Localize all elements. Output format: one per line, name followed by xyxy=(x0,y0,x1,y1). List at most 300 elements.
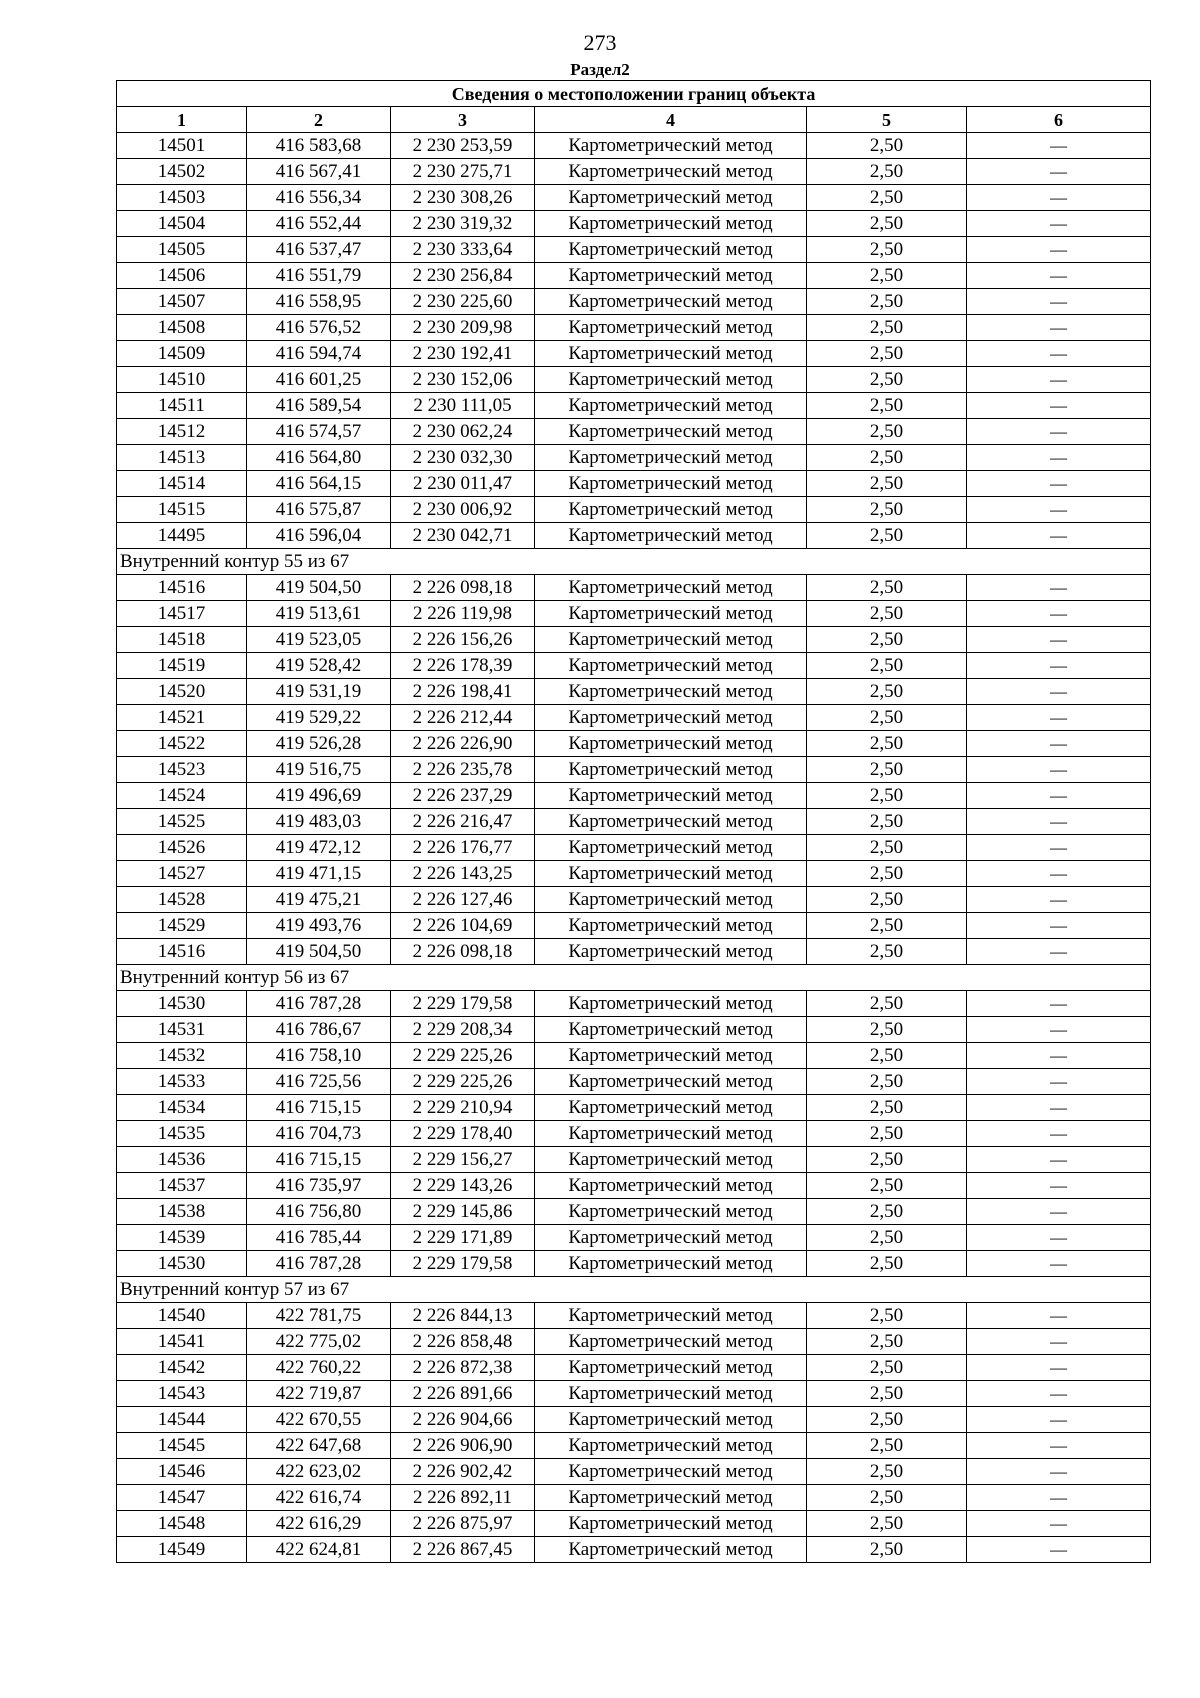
point-id-cell: 14544 xyxy=(117,1407,247,1433)
method-cell: Картометрический метод xyxy=(535,1199,807,1225)
method-cell: Картометрический метод xyxy=(535,419,807,445)
point-id-cell: 14516 xyxy=(117,575,247,601)
note-cell: — xyxy=(967,393,1151,419)
note-cell: — xyxy=(967,627,1151,653)
x-coordinate-cell: 419 528,42 xyxy=(247,653,391,679)
table-row xyxy=(117,1511,1151,1537)
y-coordinate-cell: 2 226 176,77 xyxy=(391,835,535,861)
method-cell: Картометрический метод xyxy=(535,1095,807,1121)
x-coordinate-cell: 416 787,28 xyxy=(247,991,391,1017)
method-cell: Картометрический метод xyxy=(535,1485,807,1511)
note-cell: — xyxy=(967,1355,1151,1381)
method-cell: Картометрический метод xyxy=(535,1537,807,1563)
method-cell: Картометрический метод xyxy=(535,263,807,289)
y-coordinate-cell: 2 229 178,40 xyxy=(391,1121,535,1147)
point-id-cell: 14512 xyxy=(117,419,247,445)
x-coordinate-cell: 419 496,69 xyxy=(247,783,391,809)
accuracy-cell: 2,50 xyxy=(807,497,967,523)
accuracy-cell: 2,50 xyxy=(807,1225,967,1251)
x-coordinate-cell: 416 589,54 xyxy=(247,393,391,419)
note-cell: — xyxy=(967,185,1151,211)
y-coordinate-cell: 2 226 858,48 xyxy=(391,1329,535,1355)
method-cell: Картометрический метод xyxy=(535,471,807,497)
y-coordinate-cell: 2 229 225,26 xyxy=(391,1043,535,1069)
note-cell: — xyxy=(967,1147,1151,1173)
x-coordinate-cell: 422 781,75 xyxy=(247,1303,391,1329)
y-coordinate-cell: 2 230 006,92 xyxy=(391,497,535,523)
accuracy-cell: 2,50 xyxy=(807,653,967,679)
y-coordinate-cell: 2 226 235,78 xyxy=(391,757,535,783)
note-cell: — xyxy=(967,367,1151,393)
x-coordinate-cell: 422 616,29 xyxy=(247,1511,391,1537)
x-coordinate-cell: 422 623,02 xyxy=(247,1459,391,1485)
method-cell: Картометрический метод xyxy=(535,783,807,809)
method-cell: Картометрический метод xyxy=(535,653,807,679)
y-coordinate-cell: 2 226 119,98 xyxy=(391,601,535,627)
table-row xyxy=(117,627,1151,653)
accuracy-cell: 2,50 xyxy=(807,445,967,471)
table-row xyxy=(117,991,1151,1017)
contour-label: Внутренний контур 57 из 67 xyxy=(117,1277,1151,1303)
x-coordinate-cell: 416 594,74 xyxy=(247,341,391,367)
accuracy-cell: 2,50 xyxy=(807,315,967,341)
accuracy-cell: 2,50 xyxy=(807,809,967,835)
note-cell: — xyxy=(967,783,1151,809)
table-row xyxy=(117,1225,1151,1251)
x-coordinate-cell: 416 601,25 xyxy=(247,367,391,393)
y-coordinate-cell: 2 229 156,27 xyxy=(391,1147,535,1173)
accuracy-cell: 2,50 xyxy=(807,263,967,289)
note-cell: — xyxy=(967,653,1151,679)
note-cell: — xyxy=(967,1407,1151,1433)
note-cell: — xyxy=(967,419,1151,445)
point-id-cell: 14521 xyxy=(117,705,247,731)
x-coordinate-cell: 419 516,75 xyxy=(247,757,391,783)
accuracy-cell: 2,50 xyxy=(807,679,967,705)
x-coordinate-cell: 416 551,79 xyxy=(247,263,391,289)
table-row xyxy=(117,1459,1151,1485)
table-row xyxy=(117,341,1151,367)
method-cell: Картометрический метод xyxy=(535,1251,807,1277)
accuracy-cell: 2,50 xyxy=(807,237,967,263)
accuracy-cell: 2,50 xyxy=(807,1381,967,1407)
table-row xyxy=(117,289,1151,315)
table-row xyxy=(117,939,1151,965)
method-cell: Картометрический метод xyxy=(535,1459,807,1485)
method-cell: Картометрический метод xyxy=(535,679,807,705)
accuracy-cell: 2,50 xyxy=(807,1043,967,1069)
accuracy-cell: 2,50 xyxy=(807,1069,967,1095)
method-cell: Картометрический метод xyxy=(535,601,807,627)
method-cell: Картометрический метод xyxy=(535,887,807,913)
point-id-cell: 14535 xyxy=(117,1121,247,1147)
point-id-cell: 14542 xyxy=(117,1355,247,1381)
table-title: Сведения о местоположении границ объекта xyxy=(117,81,1151,107)
note-cell: — xyxy=(967,835,1151,861)
method-cell: Картометрический метод xyxy=(535,913,807,939)
x-coordinate-cell: 416 758,10 xyxy=(247,1043,391,1069)
contour-header-row xyxy=(117,1277,1151,1303)
contour-header-row xyxy=(117,965,1151,991)
point-id-cell: 14539 xyxy=(117,1225,247,1251)
y-coordinate-cell: 2 230 225,60 xyxy=(391,289,535,315)
point-id-cell: 14540 xyxy=(117,1303,247,1329)
point-id-cell: 14543 xyxy=(117,1381,247,1407)
y-coordinate-cell: 2 226 216,47 xyxy=(391,809,535,835)
table-row xyxy=(117,497,1151,523)
note-cell: — xyxy=(967,1433,1151,1459)
x-coordinate-cell: 419 529,22 xyxy=(247,705,391,731)
x-coordinate-cell: 422 624,81 xyxy=(247,1537,391,1563)
y-coordinate-cell: 2 229 179,58 xyxy=(391,991,535,1017)
x-coordinate-cell: 416 786,67 xyxy=(247,1017,391,1043)
x-coordinate-cell: 422 775,02 xyxy=(247,1329,391,1355)
table-row xyxy=(117,1199,1151,1225)
x-coordinate-cell: 419 526,28 xyxy=(247,731,391,757)
method-cell: Картометрический метод xyxy=(535,1043,807,1069)
table-row xyxy=(117,471,1151,497)
method-cell: Картометрический метод xyxy=(535,991,807,1017)
accuracy-cell: 2,50 xyxy=(807,159,967,185)
y-coordinate-cell: 2 229 208,34 xyxy=(391,1017,535,1043)
point-id-cell: 14513 xyxy=(117,445,247,471)
x-coordinate-cell: 416 574,57 xyxy=(247,419,391,445)
note-cell: — xyxy=(967,1511,1151,1537)
method-cell: Картометрический метод xyxy=(535,185,807,211)
point-id-cell: 14528 xyxy=(117,887,247,913)
y-coordinate-cell: 2 230 275,71 xyxy=(391,159,535,185)
point-id-cell: 14538 xyxy=(117,1199,247,1225)
table-body xyxy=(117,133,1151,1563)
accuracy-cell: 2,50 xyxy=(807,1407,967,1433)
method-cell: Картометрический метод xyxy=(535,341,807,367)
point-id-cell: 14532 xyxy=(117,1043,247,1069)
y-coordinate-cell: 2 226 844,13 xyxy=(391,1303,535,1329)
point-id-cell: 14502 xyxy=(117,159,247,185)
x-coordinate-cell: 419 504,50 xyxy=(247,575,391,601)
accuracy-cell: 2,50 xyxy=(807,471,967,497)
note-cell: — xyxy=(967,289,1151,315)
method-cell: Картометрический метод xyxy=(535,575,807,601)
x-coordinate-cell: 416 552,44 xyxy=(247,211,391,237)
table-row xyxy=(117,367,1151,393)
x-coordinate-cell: 419 531,19 xyxy=(247,679,391,705)
table-row xyxy=(117,133,1151,159)
y-coordinate-cell: 2 229 171,89 xyxy=(391,1225,535,1251)
accuracy-cell: 2,50 xyxy=(807,1433,967,1459)
method-cell: Картометрический метод xyxy=(535,1147,807,1173)
method-cell: Картометрический метод xyxy=(535,627,807,653)
section-label: Раздел2 xyxy=(570,60,630,79)
method-cell: Картометрический метод xyxy=(535,1069,807,1095)
table-row xyxy=(117,1147,1151,1173)
accuracy-cell: 2,50 xyxy=(807,757,967,783)
x-coordinate-cell: 416 725,56 xyxy=(247,1069,391,1095)
note-cell: — xyxy=(967,445,1151,471)
note-cell: — xyxy=(967,1199,1151,1225)
accuracy-cell: 2,50 xyxy=(807,1303,967,1329)
note-cell: — xyxy=(967,939,1151,965)
y-coordinate-cell: 2 226 875,97 xyxy=(391,1511,535,1537)
table-title-row xyxy=(117,81,1151,107)
accuracy-cell: 2,50 xyxy=(807,575,967,601)
table-row xyxy=(117,1043,1151,1069)
method-cell: Картометрический метод xyxy=(535,315,807,341)
x-coordinate-cell: 416 704,73 xyxy=(247,1121,391,1147)
accuracy-cell: 2,50 xyxy=(807,393,967,419)
y-coordinate-cell: 2 230 333,64 xyxy=(391,237,535,263)
x-coordinate-cell: 422 616,74 xyxy=(247,1485,391,1511)
table-row xyxy=(117,757,1151,783)
point-id-cell: 14510 xyxy=(117,367,247,393)
note-cell: — xyxy=(967,861,1151,887)
y-coordinate-cell: 2 226 127,46 xyxy=(391,887,535,913)
point-id-cell: 14536 xyxy=(117,1147,247,1173)
note-cell: — xyxy=(967,1329,1151,1355)
y-coordinate-cell: 2 226 891,66 xyxy=(391,1381,535,1407)
point-id-cell: 14508 xyxy=(117,315,247,341)
point-id-cell: 14548 xyxy=(117,1511,247,1537)
x-coordinate-cell: 416 715,15 xyxy=(247,1095,391,1121)
y-coordinate-cell: 2 226 143,25 xyxy=(391,861,535,887)
note-cell: — xyxy=(967,133,1151,159)
y-coordinate-cell: 2 229 179,58 xyxy=(391,1251,535,1277)
note-cell: — xyxy=(967,1121,1151,1147)
note-cell: — xyxy=(967,1095,1151,1121)
point-id-cell: 14515 xyxy=(117,497,247,523)
x-coordinate-cell: 416 787,28 xyxy=(247,1251,391,1277)
x-coordinate-cell: 419 523,05 xyxy=(247,627,391,653)
table-row xyxy=(117,523,1151,549)
column-header-row xyxy=(117,107,1151,133)
point-id-cell: 14549 xyxy=(117,1537,247,1563)
x-coordinate-cell: 422 670,55 xyxy=(247,1407,391,1433)
table-row xyxy=(117,861,1151,887)
note-cell: — xyxy=(967,601,1151,627)
point-id-cell: 14495 xyxy=(117,523,247,549)
accuracy-cell: 2,50 xyxy=(807,835,967,861)
point-id-cell: 14531 xyxy=(117,1017,247,1043)
column-header: 5 xyxy=(807,107,967,133)
method-cell: Картометрический метод xyxy=(535,289,807,315)
note-cell: — xyxy=(967,1381,1151,1407)
table-row xyxy=(117,653,1151,679)
table-row xyxy=(117,705,1151,731)
point-id-cell: 14509 xyxy=(117,341,247,367)
method-cell: Картометрический метод xyxy=(535,1407,807,1433)
method-cell: Картометрический метод xyxy=(535,1511,807,1537)
y-coordinate-cell: 2 226 104,69 xyxy=(391,913,535,939)
y-coordinate-cell: 2 226 212,44 xyxy=(391,705,535,731)
table-row xyxy=(117,159,1151,185)
accuracy-cell: 2,50 xyxy=(807,939,967,965)
x-coordinate-cell: 416 575,87 xyxy=(247,497,391,523)
note-cell: — xyxy=(967,471,1151,497)
y-coordinate-cell: 2 226 906,90 xyxy=(391,1433,535,1459)
method-cell: Картометрический метод xyxy=(535,809,807,835)
x-coordinate-cell: 419 493,76 xyxy=(247,913,391,939)
y-coordinate-cell: 2 230 319,32 xyxy=(391,211,535,237)
accuracy-cell: 2,50 xyxy=(807,783,967,809)
y-coordinate-cell: 2 230 256,84 xyxy=(391,263,535,289)
accuracy-cell: 2,50 xyxy=(807,1121,967,1147)
point-id-cell: 14547 xyxy=(117,1485,247,1511)
accuracy-cell: 2,50 xyxy=(807,523,967,549)
accuracy-cell: 2,50 xyxy=(807,601,967,627)
method-cell: Картометрический метод xyxy=(535,1381,807,1407)
accuracy-cell: 2,50 xyxy=(807,1199,967,1225)
x-coordinate-cell: 416 537,47 xyxy=(247,237,391,263)
x-coordinate-cell: 416 556,34 xyxy=(247,185,391,211)
point-id-cell: 14524 xyxy=(117,783,247,809)
table-row xyxy=(117,1173,1151,1199)
y-coordinate-cell: 2 230 152,06 xyxy=(391,367,535,393)
point-id-cell: 14507 xyxy=(117,289,247,315)
note-cell: — xyxy=(967,263,1151,289)
contour-label: Внутренний контур 55 из 67 xyxy=(117,549,1151,575)
table-row xyxy=(117,263,1151,289)
x-coordinate-cell: 416 715,15 xyxy=(247,1147,391,1173)
x-coordinate-cell: 416 564,15 xyxy=(247,471,391,497)
table-row xyxy=(117,419,1151,445)
accuracy-cell: 2,50 xyxy=(807,627,967,653)
accuracy-cell: 2,50 xyxy=(807,1251,967,1277)
table-row xyxy=(117,185,1151,211)
y-coordinate-cell: 2 226 892,11 xyxy=(391,1485,535,1511)
method-cell: Картометрический метод xyxy=(535,1329,807,1355)
column-header: 3 xyxy=(391,107,535,133)
method-cell: Картометрический метод xyxy=(535,1121,807,1147)
method-cell: Картометрический метод xyxy=(535,1017,807,1043)
note-cell: — xyxy=(967,1251,1151,1277)
accuracy-cell: 2,50 xyxy=(807,731,967,757)
x-coordinate-cell: 416 785,44 xyxy=(247,1225,391,1251)
point-id-cell: 14533 xyxy=(117,1069,247,1095)
table-row xyxy=(117,575,1151,601)
note-cell: — xyxy=(967,1459,1151,1485)
point-id-cell: 14516 xyxy=(117,939,247,965)
point-id-cell: 14534 xyxy=(117,1095,247,1121)
y-coordinate-cell: 2 226 156,26 xyxy=(391,627,535,653)
point-id-cell: 14530 xyxy=(117,991,247,1017)
point-id-cell: 14546 xyxy=(117,1459,247,1485)
point-id-cell: 14525 xyxy=(117,809,247,835)
accuracy-cell: 2,50 xyxy=(807,1511,967,1537)
table-row xyxy=(117,393,1151,419)
note-cell: — xyxy=(967,1043,1151,1069)
method-cell: Картометрический метод xyxy=(535,861,807,887)
table-row xyxy=(117,1251,1151,1277)
table-row xyxy=(117,835,1151,861)
table-row xyxy=(117,887,1151,913)
note-cell: — xyxy=(967,679,1151,705)
accuracy-cell: 2,50 xyxy=(807,185,967,211)
note-cell: — xyxy=(967,887,1151,913)
x-coordinate-cell: 422 647,68 xyxy=(247,1433,391,1459)
table-row xyxy=(117,809,1151,835)
note-cell: — xyxy=(967,809,1151,835)
accuracy-cell: 2,50 xyxy=(807,1173,967,1199)
note-cell: — xyxy=(967,1225,1151,1251)
point-id-cell: 14514 xyxy=(117,471,247,497)
note-cell: — xyxy=(967,497,1151,523)
x-coordinate-cell: 416 558,95 xyxy=(247,289,391,315)
x-coordinate-cell: 416 756,80 xyxy=(247,1199,391,1225)
accuracy-cell: 2,50 xyxy=(807,1147,967,1173)
method-cell: Картометрический метод xyxy=(535,523,807,549)
accuracy-cell: 2,50 xyxy=(807,1329,967,1355)
y-coordinate-cell: 2 226 867,45 xyxy=(391,1537,535,1563)
x-coordinate-cell: 416 596,04 xyxy=(247,523,391,549)
accuracy-cell: 2,50 xyxy=(807,1459,967,1485)
contour-header-row xyxy=(117,549,1151,575)
accuracy-cell: 2,50 xyxy=(807,861,967,887)
point-id-cell: 14504 xyxy=(117,211,247,237)
method-cell: Картометрический метод xyxy=(535,757,807,783)
y-coordinate-cell: 2 226 098,18 xyxy=(391,575,535,601)
y-coordinate-cell: 2 230 062,24 xyxy=(391,419,535,445)
point-id-cell: 14501 xyxy=(117,133,247,159)
accuracy-cell: 2,50 xyxy=(807,913,967,939)
accuracy-cell: 2,50 xyxy=(807,1537,967,1563)
method-cell: Картометрический метод xyxy=(535,939,807,965)
method-cell: Картометрический метод xyxy=(535,705,807,731)
page-number: 273 xyxy=(583,30,617,55)
point-id-cell: 14518 xyxy=(117,627,247,653)
y-coordinate-cell: 2 226 872,38 xyxy=(391,1355,535,1381)
accuracy-cell: 2,50 xyxy=(807,1095,967,1121)
accuracy-cell: 2,50 xyxy=(807,211,967,237)
method-cell: Картометрический метод xyxy=(535,445,807,471)
note-cell: — xyxy=(967,341,1151,367)
point-id-cell: 14526 xyxy=(117,835,247,861)
table-row xyxy=(117,1433,1151,1459)
method-cell: Картометрический метод xyxy=(535,367,807,393)
note-cell: — xyxy=(967,523,1151,549)
x-coordinate-cell: 416 576,52 xyxy=(247,315,391,341)
method-cell: Картометрический метод xyxy=(535,1303,807,1329)
point-id-cell: 14520 xyxy=(117,679,247,705)
table-row xyxy=(117,1407,1151,1433)
y-coordinate-cell: 2 229 225,26 xyxy=(391,1069,535,1095)
accuracy-cell: 2,50 xyxy=(807,419,967,445)
point-id-cell: 14505 xyxy=(117,237,247,263)
y-coordinate-cell: 2 230 308,26 xyxy=(391,185,535,211)
table-row xyxy=(117,1017,1151,1043)
y-coordinate-cell: 2 229 145,86 xyxy=(391,1199,535,1225)
note-cell: — xyxy=(967,757,1151,783)
note-cell: — xyxy=(967,705,1151,731)
method-cell: Картометрический метод xyxy=(535,237,807,263)
note-cell: — xyxy=(967,731,1151,757)
table-row xyxy=(117,237,1151,263)
note-cell: — xyxy=(967,315,1151,341)
note-cell: — xyxy=(967,159,1151,185)
y-coordinate-cell: 2 230 042,71 xyxy=(391,523,535,549)
accuracy-cell: 2,50 xyxy=(807,705,967,731)
table-row xyxy=(117,1303,1151,1329)
y-coordinate-cell: 2 226 098,18 xyxy=(391,939,535,965)
column-header: 2 xyxy=(247,107,391,133)
point-id-cell: 14517 xyxy=(117,601,247,627)
table-head xyxy=(117,81,1151,133)
point-id-cell: 14529 xyxy=(117,913,247,939)
note-cell: — xyxy=(967,1485,1151,1511)
y-coordinate-cell: 2 226 904,66 xyxy=(391,1407,535,1433)
method-cell: Картометрический метод xyxy=(535,497,807,523)
note-cell: — xyxy=(967,991,1151,1017)
method-cell: Картометрический метод xyxy=(535,731,807,757)
